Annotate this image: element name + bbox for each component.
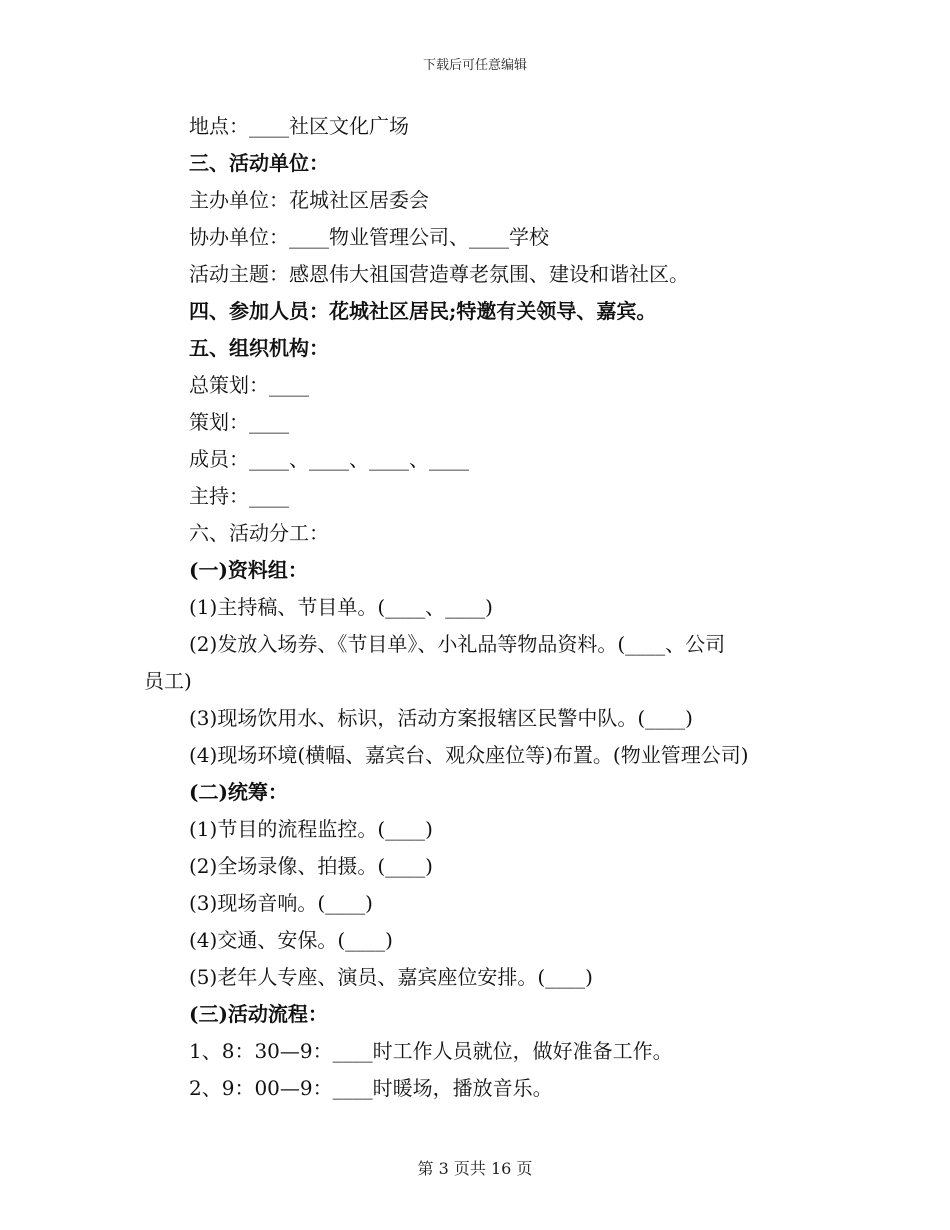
text-line: 地点：____社区文化广场 bbox=[189, 114, 409, 138]
text-line: 总策划：____ bbox=[189, 373, 309, 397]
text-line: 主办单位：花城社区居委会 bbox=[189, 188, 429, 212]
text-line: 成员：____、____、____、____ bbox=[189, 447, 469, 471]
list-item-continuation: 员工) bbox=[144, 669, 192, 693]
page-footer: 第 3 页共 16 页 bbox=[417, 1159, 533, 1178]
list-item: (5)老年人专座、演员、嘉宾座位安排。(____) bbox=[189, 965, 593, 989]
document-body bbox=[144, 108, 814, 1107]
section-heading: 三、活动单位： bbox=[189, 151, 329, 175]
subsection-heading: (二)统筹： bbox=[189, 780, 288, 804]
list-item: (3)现场饮用水、标识，活动方案报辖区民警中队。(____) bbox=[189, 706, 693, 730]
text-line: 策划：____ bbox=[189, 410, 289, 434]
subsection-heading: (三)活动流程： bbox=[189, 1002, 328, 1026]
section-heading: 四、参加人员：花城社区居民;特邀有关领导、嘉宾。 bbox=[189, 299, 657, 323]
section-heading: 六、活动分工： bbox=[189, 521, 329, 545]
page-header: 下载后可任意编辑 bbox=[422, 58, 527, 73]
list-item: (2)全场录像、拍摄。(____) bbox=[189, 854, 433, 878]
list-item: (2)发放入场券、《节目单》、小礼品等物品资料。(____、公司 bbox=[189, 632, 726, 656]
section-heading: 五、组织机构： bbox=[189, 336, 329, 360]
list-item: 1、8：30—9：____时工作人员就位，做好准备工作。 bbox=[189, 1039, 673, 1063]
list-item: (1)节目的流程监控。(____) bbox=[189, 817, 433, 841]
list-item: (4)现场环境(横幅、嘉宾台、观众座位等)布置。(物业管理公司) bbox=[189, 743, 749, 767]
list-item: (3)现场音响。(____) bbox=[189, 891, 373, 915]
list-item: 2、9：00—9：____时暖场，播放音乐。 bbox=[189, 1076, 553, 1100]
list-item: (1)主持稿、节目单。(____、____) bbox=[189, 595, 493, 619]
text-line: 主持：____ bbox=[189, 484, 289, 508]
list-item: (4)交通、安保。(____) bbox=[189, 928, 393, 952]
subsection-heading: (一)资料组： bbox=[189, 558, 308, 582]
text-line: 协办单位：____物业管理公司、____学校 bbox=[189, 225, 549, 249]
text-line: 活动主题：感恩伟大祖国营造尊老氛围、建设和谐社区。 bbox=[189, 262, 689, 286]
